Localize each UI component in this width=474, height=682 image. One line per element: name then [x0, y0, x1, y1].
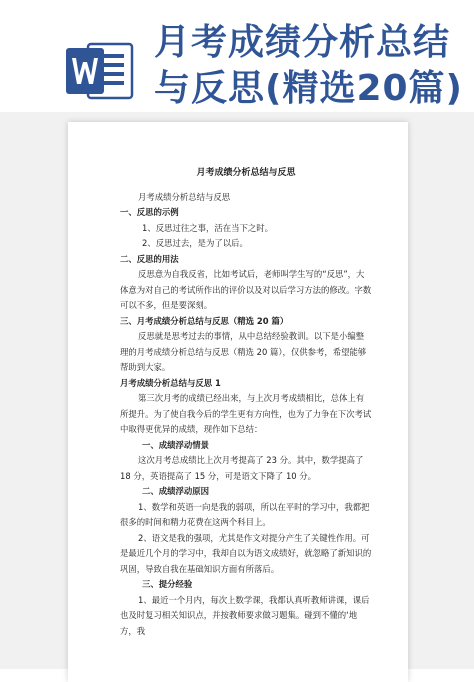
paragraph: 1、最近一个月内，每次上数学课，我都认真听教师讲课，课后也及时复习相关知识点，并按教师要求做习题集。碰到不懂的‘地方，我 — [120, 594, 370, 636]
list-item: 1、反思过往之事，活在当下之时。 — [142, 222, 273, 233]
paragraph: 1、数学和英语一向是我的弱项，所以在平时的学习中，我都把很多的时间和精力花费在这两个科目上。 — [120, 501, 370, 527]
word-document-icon — [66, 38, 136, 104]
subsection-heading: 二、成绩浮动原因 — [142, 486, 209, 496]
section-heading: 二、反思的用法 — [120, 253, 179, 264]
paragraph: 月考成绩分析总结与反思 — [138, 191, 231, 202]
paragraph: 反思就是思考过去的事情，从中总结经验教训。以下是小编整理的月考成绩分析总结与反思（精选 20 篇），仅供参考，希望能够帮助到大家。 — [120, 331, 367, 372]
subsection-heading: 三、提分经验 — [142, 579, 193, 589]
list-item: 2、反思过去，是为了以后。 — [142, 238, 248, 248]
subsection-heading: 一、成绩浮动情景 — [142, 439, 209, 450]
paragraph: 2、语文是我的强项，尤其是作文对提分产生了关键性作用。可是最近几个月的学习中，我却自以为语文成绩好，就忽略了新知识的巩固，导致自我在基础知识方面有所落后。 — [120, 532, 372, 574]
document-title: 月考成绩分析总结与反思 — [196, 168, 296, 178]
paragraph: 第三次月考的成绩已经出来，与上次月考成绩相比，总体上有所提升。为了使自我今后的学生更有方向性，也为了力争在下次考试中取得更优异的成绩，现作如下总结： — [120, 393, 372, 434]
title-line-2: 与反思(精选20篇) — [154, 68, 464, 109]
paragraph: 这次月考总成绩比上次月考提高了 23 分。其中，数学提高了 18 分，英语提高了 15 分，可是语文下降了 10 分。 — [120, 455, 364, 481]
page-title — [154, 20, 470, 112]
section-heading: 月考成绩分析总结与反思 1 — [120, 377, 221, 388]
section-heading: 三、月考成绩分析总结与反思（精选 20 篇） — [120, 315, 289, 326]
section-heading: 一、反思的示例 — [120, 207, 179, 217]
document-body — [120, 166, 372, 639]
title-line-1: 月考成绩分析总结 — [154, 22, 451, 63]
paragraph: 反思意为自我反省，比如考试后，老师叫学生写的“反思”，大体意为对自己的考试所作出的评价以及对以后学习方法的修改。字数可以不多，但是要深刻。 — [120, 269, 372, 310]
page-header — [0, 0, 474, 112]
